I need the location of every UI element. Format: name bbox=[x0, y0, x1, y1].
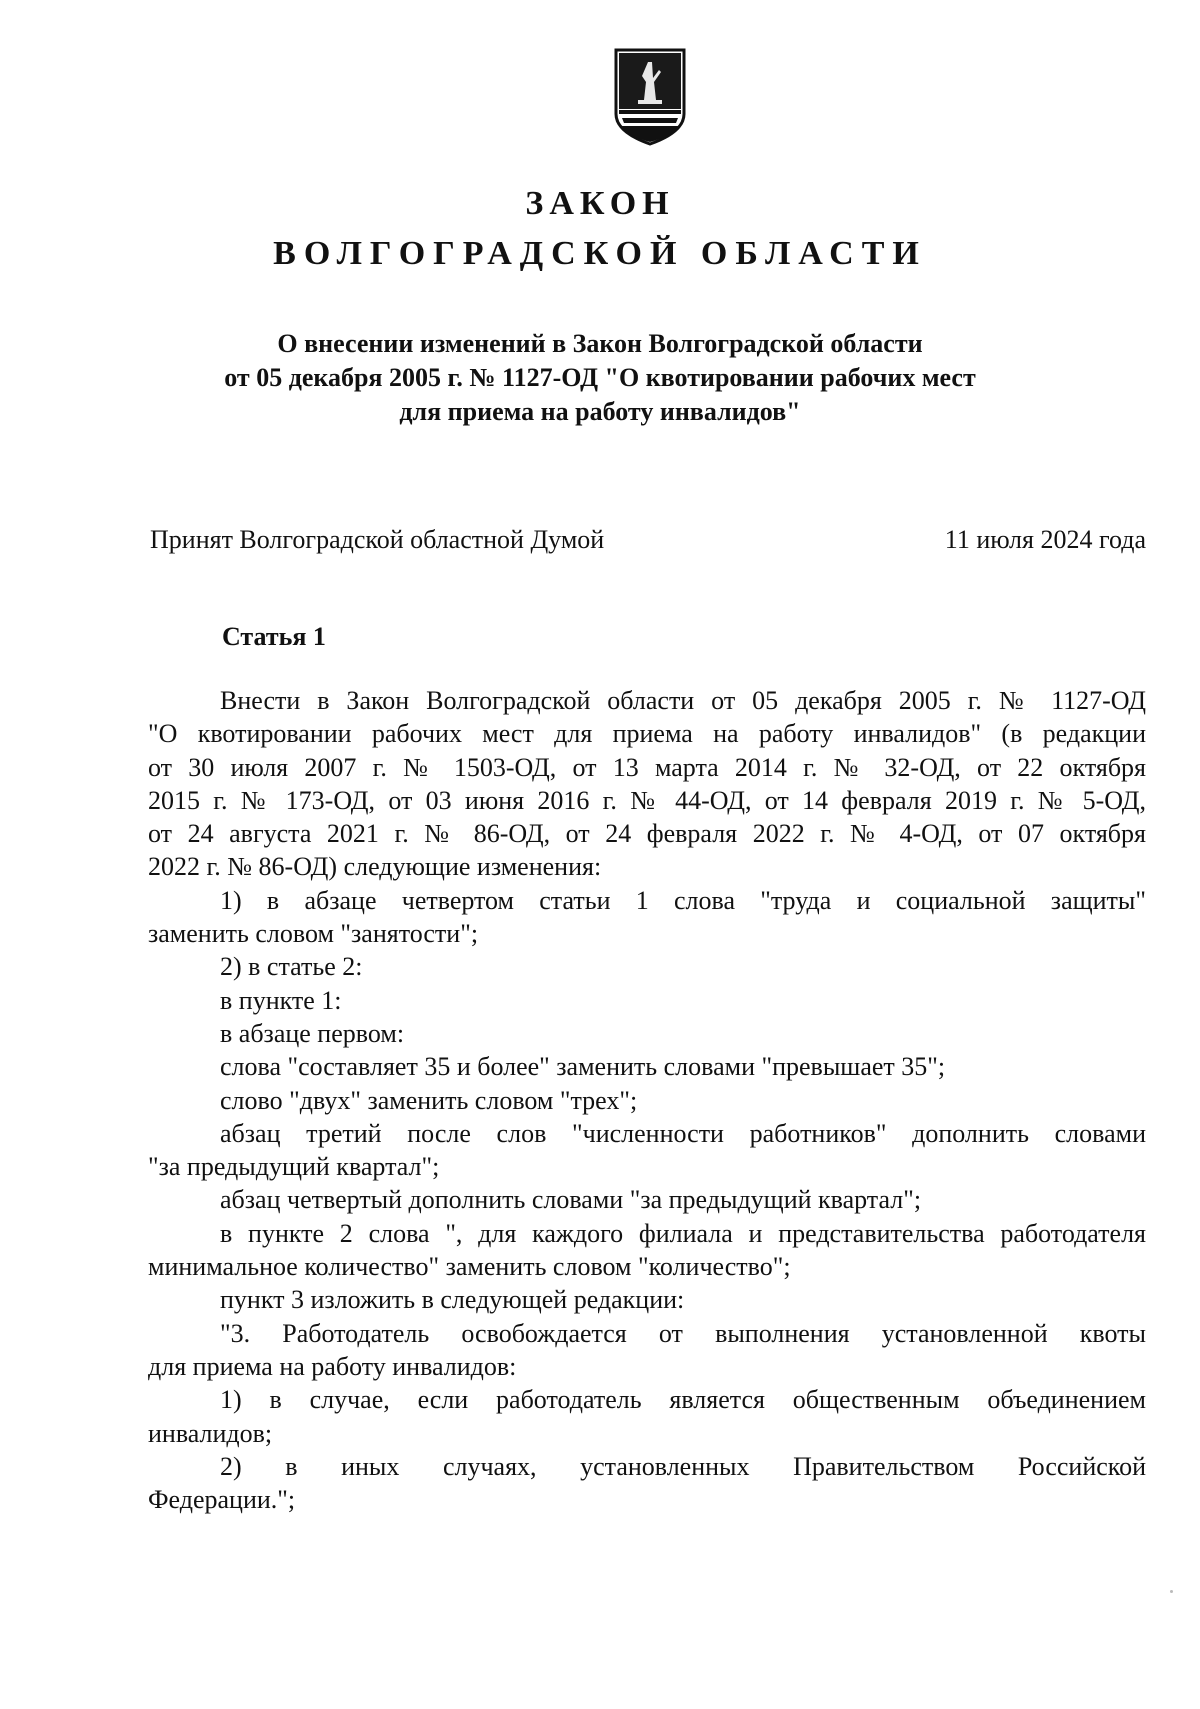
subject-line: от 05 декабря 2005 г. № 1127-ОД "О квотировании рабочих мест bbox=[224, 363, 976, 392]
body-line: 1) в абзаце четвертом статьи 1 слова "труда и социальной защиты" bbox=[220, 885, 1146, 915]
body-line: пункт 3 изложить в следующей редакции: bbox=[220, 1285, 685, 1315]
region-title: ВОЛГОГРАДСКОЙ ОБЛАСТИ bbox=[273, 235, 927, 272]
law-subject bbox=[150, 327, 1050, 429]
body-line: инвалидов; bbox=[148, 1418, 273, 1448]
body-line: в пункте 2 слова ", для каждого филиала и представительства работодателя bbox=[220, 1218, 1146, 1248]
body-line: абзац четвертый дополнить словами "за предыдущий квартал"; bbox=[220, 1185, 922, 1215]
adopted-by: Принят Волгоградской областной Думой bbox=[150, 525, 605, 554]
article-heading: Статья 1 bbox=[222, 622, 326, 651]
body-line: 2) в статье 2: bbox=[220, 952, 363, 982]
coat-of-arms-icon bbox=[612, 48, 688, 148]
scan-speck bbox=[1170, 1590, 1173, 1593]
body-line: 2) в иных случаях, установленных Правительством Российской bbox=[220, 1451, 1146, 1481]
body-line: 1) в случае, если работодатель является общественным объединением bbox=[220, 1385, 1146, 1415]
body-line: "за предыдущий квартал"; bbox=[148, 1152, 440, 1182]
body-line: Федерации."; bbox=[148, 1485, 296, 1515]
body-line: от 24 августа 2021 г. № 86-ОД, от 24 февраля 2022 г. № 4-ОД, от 07 октября bbox=[148, 819, 1146, 849]
body-line: в пункте 1: bbox=[220, 985, 342, 1015]
body-line: от 30 июля 2007 г. № 1503-ОД, от 13 марта 2014 г. № 32-ОД, от 22 октября bbox=[148, 752, 1146, 782]
article-body bbox=[148, 684, 1146, 1516]
body-line: абзац третий после слов "численности работников" дополнить словами bbox=[220, 1118, 1146, 1148]
body-line: "О квотировании рабочих мест для приема на работу инвалидов" (в редакции bbox=[148, 719, 1146, 749]
body-line: заменить словом "занятости"; bbox=[148, 919, 479, 949]
body-line: слова "составляет 35 и более" заменить словами "превышает 35"; bbox=[220, 1052, 946, 1082]
body-line: 2015 г. № 173-ОД, от 03 июня 2016 г. № 44-ОД, от 14 февраля 2019 г. № 5-ОД, bbox=[148, 785, 1146, 815]
body-line: Внести в Закон Волгоградской области от 05 декабря 2005 г. № 1127-ОД bbox=[220, 686, 1146, 715]
subject-line: для приема на работу инвалидов" bbox=[399, 397, 801, 426]
body-line: "3. Работодатель освобождается от выполнения установленной квоты bbox=[220, 1318, 1146, 1348]
body-line: в абзаце первом: bbox=[220, 1018, 405, 1048]
body-line: минимальное количество" заменить словом "количество"; bbox=[148, 1252, 791, 1282]
body-line: 2022 г. № 86-ОД) следующие изменения: bbox=[148, 852, 602, 882]
adoption-date: 11 июля 2024 года bbox=[944, 525, 1146, 554]
body-line: слово "двух" заменить словом "трех"; bbox=[220, 1085, 638, 1115]
body-line: для приема на работу инвалидов: bbox=[148, 1351, 517, 1381]
law-title: ЗАКОН bbox=[525, 185, 675, 222]
subject-line: О внесении изменений в Закон Волгоградской области bbox=[277, 329, 923, 358]
